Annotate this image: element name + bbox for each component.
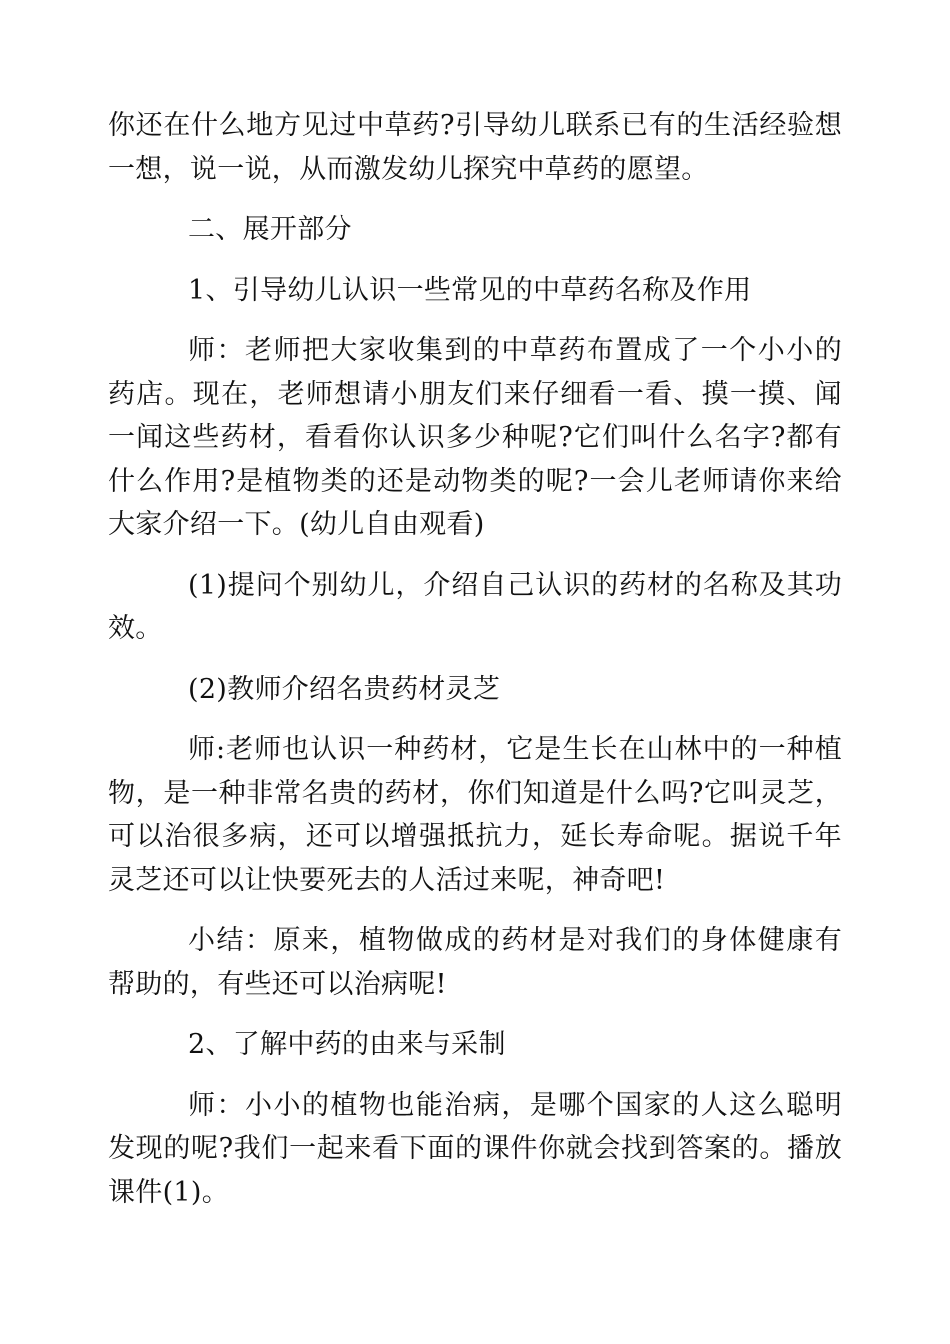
subheading-origin: 2、了解中药的由来与采制 bbox=[188, 1029, 506, 1060]
paragraph-intro: 你还在什么地方见过中草药?引导幼儿联系已有的生活经验想一想，说一说，从而激发幼儿探究中草药的愿望。 bbox=[108, 110, 842, 185]
paragraph-summary: 小结：原来，植物做成的药材是对我们的身体健康有帮助的，有些还可以治病呢! bbox=[108, 925, 842, 1000]
subheading-lingzhi: (2)教师介绍名贵药材灵芝 bbox=[188, 673, 501, 705]
paragraph-ask-children: (1)提问个别幼儿，介绍自己认识的药材的名称及其功效。 bbox=[108, 569, 842, 644]
section-heading-expand: 二、展开部分 bbox=[188, 214, 352, 245]
paragraph-teacher-lingzhi: 师:老师也认识一种药材，它是生长在山林中的一种植物，是一种非常名贵的药材，你们知道是什么吗?它叫灵芝，可以治很多病，还可以增强抵抗力，延长寿命呢。据说千年灵芝还可以让快要死去的人活过来呢，神奇吧! bbox=[108, 734, 842, 896]
subheading-recognize-herbs: 1、引导幼儿认识一些常见的中草药名称及作用 bbox=[188, 274, 752, 306]
document-body bbox=[108, 104, 842, 1231]
paragraph-teacher-pharmacy: 师：老师把大家收集到的中草药布置成了一个小小的药店。现在，老师想请小朋友们来仔细看一看、摸一摸、闻一闻这些药材，看看你认识多少种呢?它们叫什么名字?都有什么作用?是植物类的还是动物类的呢?一会儿老师请你来给大家介绍一下。(幼儿自由观看) bbox=[108, 335, 842, 540]
paragraph-teacher-origin: 师：小小的植物也能治病，是哪个国家的人这么聪明发现的呢?我们一起来看下面的课件你就会找到答案的。播放课件(1)。 bbox=[108, 1089, 842, 1208]
